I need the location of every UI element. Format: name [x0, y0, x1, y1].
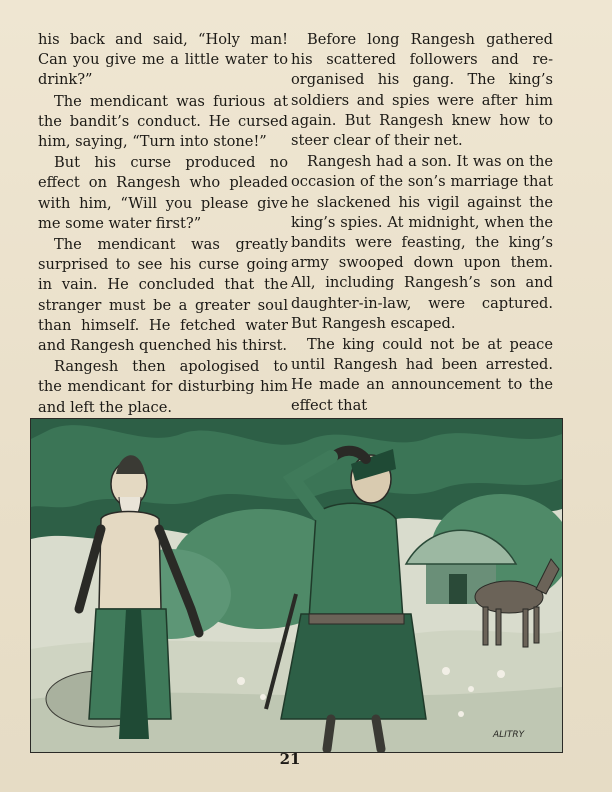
- story-illustration: [30, 418, 563, 753]
- paragraph: The mendicant was greatly surprised to see his curse going in vain. He concluded that the stranger must be a greater soul than himself. He fetched water and Rangesh quenched his thirst.: [38, 236, 288, 355]
- left-text-column: [38, 30, 288, 419]
- paragraph: The mendicant was furious at the bandit’s conduct. He cursed him, saying, “Turn into stone!”: [38, 92, 288, 151]
- paragraph: The king could not be at peace until Rangesh had been arrested. He made an announcement to the effect that: [291, 336, 553, 414]
- paragraph: Rangesh had a son. It was on the occasion of the son’s marriage that he slackened his vigil against the king’s spies. At midnight, when the bandits were feasting, the king’s army swooped down upon them. All, including Rangesh’s son and daughter-in-law, were captured. But Rangesh escaped.: [291, 153, 553, 332]
- page-number: 21: [279, 750, 301, 768]
- artist-signature: ALITRY: [493, 730, 525, 740]
- paragraph: Rangesh then apologised to the mendicant for disturbing him and left the place.: [38, 358, 288, 416]
- right-text-column: [291, 30, 553, 417]
- paragraph: his back and said, “Holy man! Can you give me a little water to drink?”: [38, 31, 288, 89]
- illustration-scene: [31, 419, 562, 752]
- paragraph: But his curse produced no effect on Rangesh who pleaded with him, “Will you please give me some water first?”: [38, 154, 288, 232]
- paragraph: Before long Rangesh gathered his scattered followers and re-organised his gang. The king’s soldiers and spies were after him again. But Rangesh knew how to steer clear of their net.: [291, 31, 553, 150]
